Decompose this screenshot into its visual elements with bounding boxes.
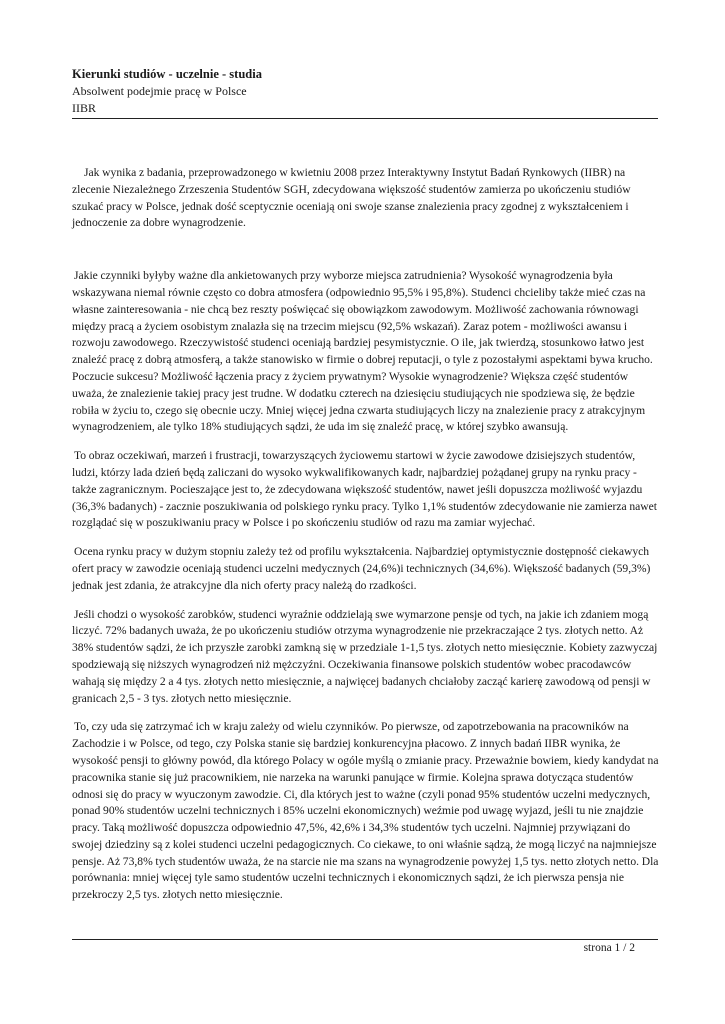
paragraph-expectations: To obraz oczekiwań, marzeń i frustracji, towarzyszących życiowemu startowi w życie zawodowe dzisiejszych studentów, ludzi, którzy lada dzień będą zaliczani do wysoko wykwalifikowanych kadr, najbardziej pożądanej grupy na rynku pracy - także zagranicznym. Pocieszające jest to, że zdecydowana większość studentów, nawet jeśli dopuszcza możliwość wyjazdu (36,3% badanych) - zacznie poszukiwania od polskiego rynku pracy. Tylko 1,1% studentów zdecydowanie nie zamierza nawet rozglądać się w poszukiwaniu pracy w Polsce i po skończeniu studiów od razu ma zamiar wyjechać. bbox=[72, 449, 658, 530]
header-divider bbox=[72, 118, 658, 119]
paragraph-intro: Jak wynika z badania, przeprowadzonego w kwietniu 2008 przez Interaktywny Instytut Badań Rynkowych (IIBR) na zlecenie Niezależnego Zrzeszenia Studentów SGH, zdecydowana większość studentów zamierza po ukończeniu studiów szukać pracy w Polsce, jednak dość sceptycznie oceniają oni swoje szanse znalezienia pracy zgodnej z wykształceniem i jednoczenie za dobre wynagrodzenie. bbox=[72, 166, 631, 230]
paragraph-retention: To, czy uda się zatrzymać ich w kraju zależy od wielu czynników. Po pierwsze, od zapotrzebowania na pracowników na Zachodzie i w Polsce, od tego, czy Polska stanie się bardziej konkurencyjna płacowo. Z innych badań IIBR wynika, że wysokość pensji to główny powód, dla którego Polacy w ogóle myślą o zmianie pracy. Przeważnie bowiem, kiedy kandydat na pracownika stanie się już pracownikiem, nie narzeka na warunki panujące w firmie. Kolejna sprawa dotycząca studentów odnosi się do pracy w wyuczonym zawodzie. Ci, dla których jest to ważne (czyli ponad 95% studentów uczelni medycznych, ponad 90% studentów uczelni technicznych i 85% uczelni ekonomicznych) weźmie pod uwagę wyjazd, jeśli tu nie znajdzie pracy. Taką możliwość dopuszcza odpowiednio 47,5%, 42,6% i 34,3% studentów tych uczelni. Najmniej przywiązani do swojej dziedziny są z kolei studenci uczelni pedagogicznych. Co ciekawe, to oni właśnie sądzą, że mogą liczyć na najmniejsze pensje. Aż 73,8% tych studentów uważa, że na starcie nie ma szans na wynagrodzenie powyżej 1,5 tys. netto złotych netto. Dla porównania: mniej więcej tyle samo studentów uczelni technicznych i ekonomicznych sądzi, że ich pierwsza pensja nie przekroczy 2,5 tys. złotych netto miesięcznie. bbox=[72, 720, 659, 902]
page-number: strona 1 / 2 bbox=[583, 942, 635, 954]
paragraph-market-assessment: Ocena rynku pracy w dużym stopniu zależy też od profilu wykształcenia. Najbardziej optymistycznie dostępność ciekawych ofert pracy w zawodzie oceniają studenci uczelni medycznych (24,6%)i technicznych (34,6%). Większość badanych (59,3%) jednak jest zdania, że atrakcyjne dla nich oferty pracy należą do rzadkości. bbox=[72, 545, 651, 592]
header-title: Kierunki studiów - uczelnie - studia bbox=[72, 67, 262, 81]
paragraph-salaries: Jeśli chodzi o wysokość zarobków, studenci wyraźnie oddzielają swe wymarzone pensje od tych, na jakie ich zdaniem mogą liczyć. 72% badanych uważa, że po ukończeniu studiów otrzyma wynagrodzenie nie przekraczające 2 tys. złotych netto. Aż 38% studentów sądzi, że ich przyszłe zarobki zamkną się w przedziale 1-1,5 tys. złotych netto miesięcznie. Kobiety zazwyczaj spodziewają się niższych wynagrodzeń niż mężczyźni. Oczekiwania finansowe polskich studentów wobec pracodawców wahają się między 2 a 4 tys. złotych netto miesięcznie, a najwięcej badanych chciałoby zacząć karierę zawodową od pensji w granicach 2,5 - 3 tys. złotych netto miesięcznie. bbox=[72, 607, 658, 705]
document-header bbox=[72, 66, 657, 117]
article-body bbox=[72, 165, 660, 904]
footer-divider bbox=[72, 939, 658, 940]
header-source: IIBR bbox=[72, 101, 96, 115]
header-subtitle: Absolwent podejmie pracę w Polsce bbox=[72, 84, 247, 98]
paragraph-factors: Jakie czynniki byłyby ważne dla ankietowanych przy wyborze miejsca zatrudnienia? Wysokość wynagrodzenia była wskazywana niemal równie często co dobra atmosfera (odpowiednio 95,5% i 95,8%). Studenci chcieliby także mieć czas na własne zainteresowania - nie chcą bez reszty poświęcać się obowiązkom zawodowym. Możliwość zachowania równowagi między pracą a życiem osobistym znalazła się na trzecim miejscu (92,5% wskazań). Zaraz potem - możliwości awansu i rozwoju zawodowego. Rzeczywistość studenci oceniają bardziej pesymistycznie. O ile, jak twierdzą, stosunkowo łatwo jest znaleźć pracę z dobrą atmosferą, a także stanowisko w firmie o dobrej reputacji, o tyle z pozostałymi aspektami bywa krucho. Poczucie sukcesu? Możliwość łączenia pracy z życiem prywatnym? Wysokie wynagrodzenie? Większa część studentów uważa, że znalezienie takiej pracy jest trudne. W dodatku czterech na dziesięciu studiujących nie spodziewa się, że będzie robiła w życiu to, czego się obecnie uczy. Mniej więcej jedna czwarta studiujących liczy na znalezienie pracy z atrakcyjnym wynagrodzeniem, ale tylko 18% studiujących sądzi, że uda im się znaleźć pracę, w której szybko awansują. bbox=[72, 269, 653, 434]
